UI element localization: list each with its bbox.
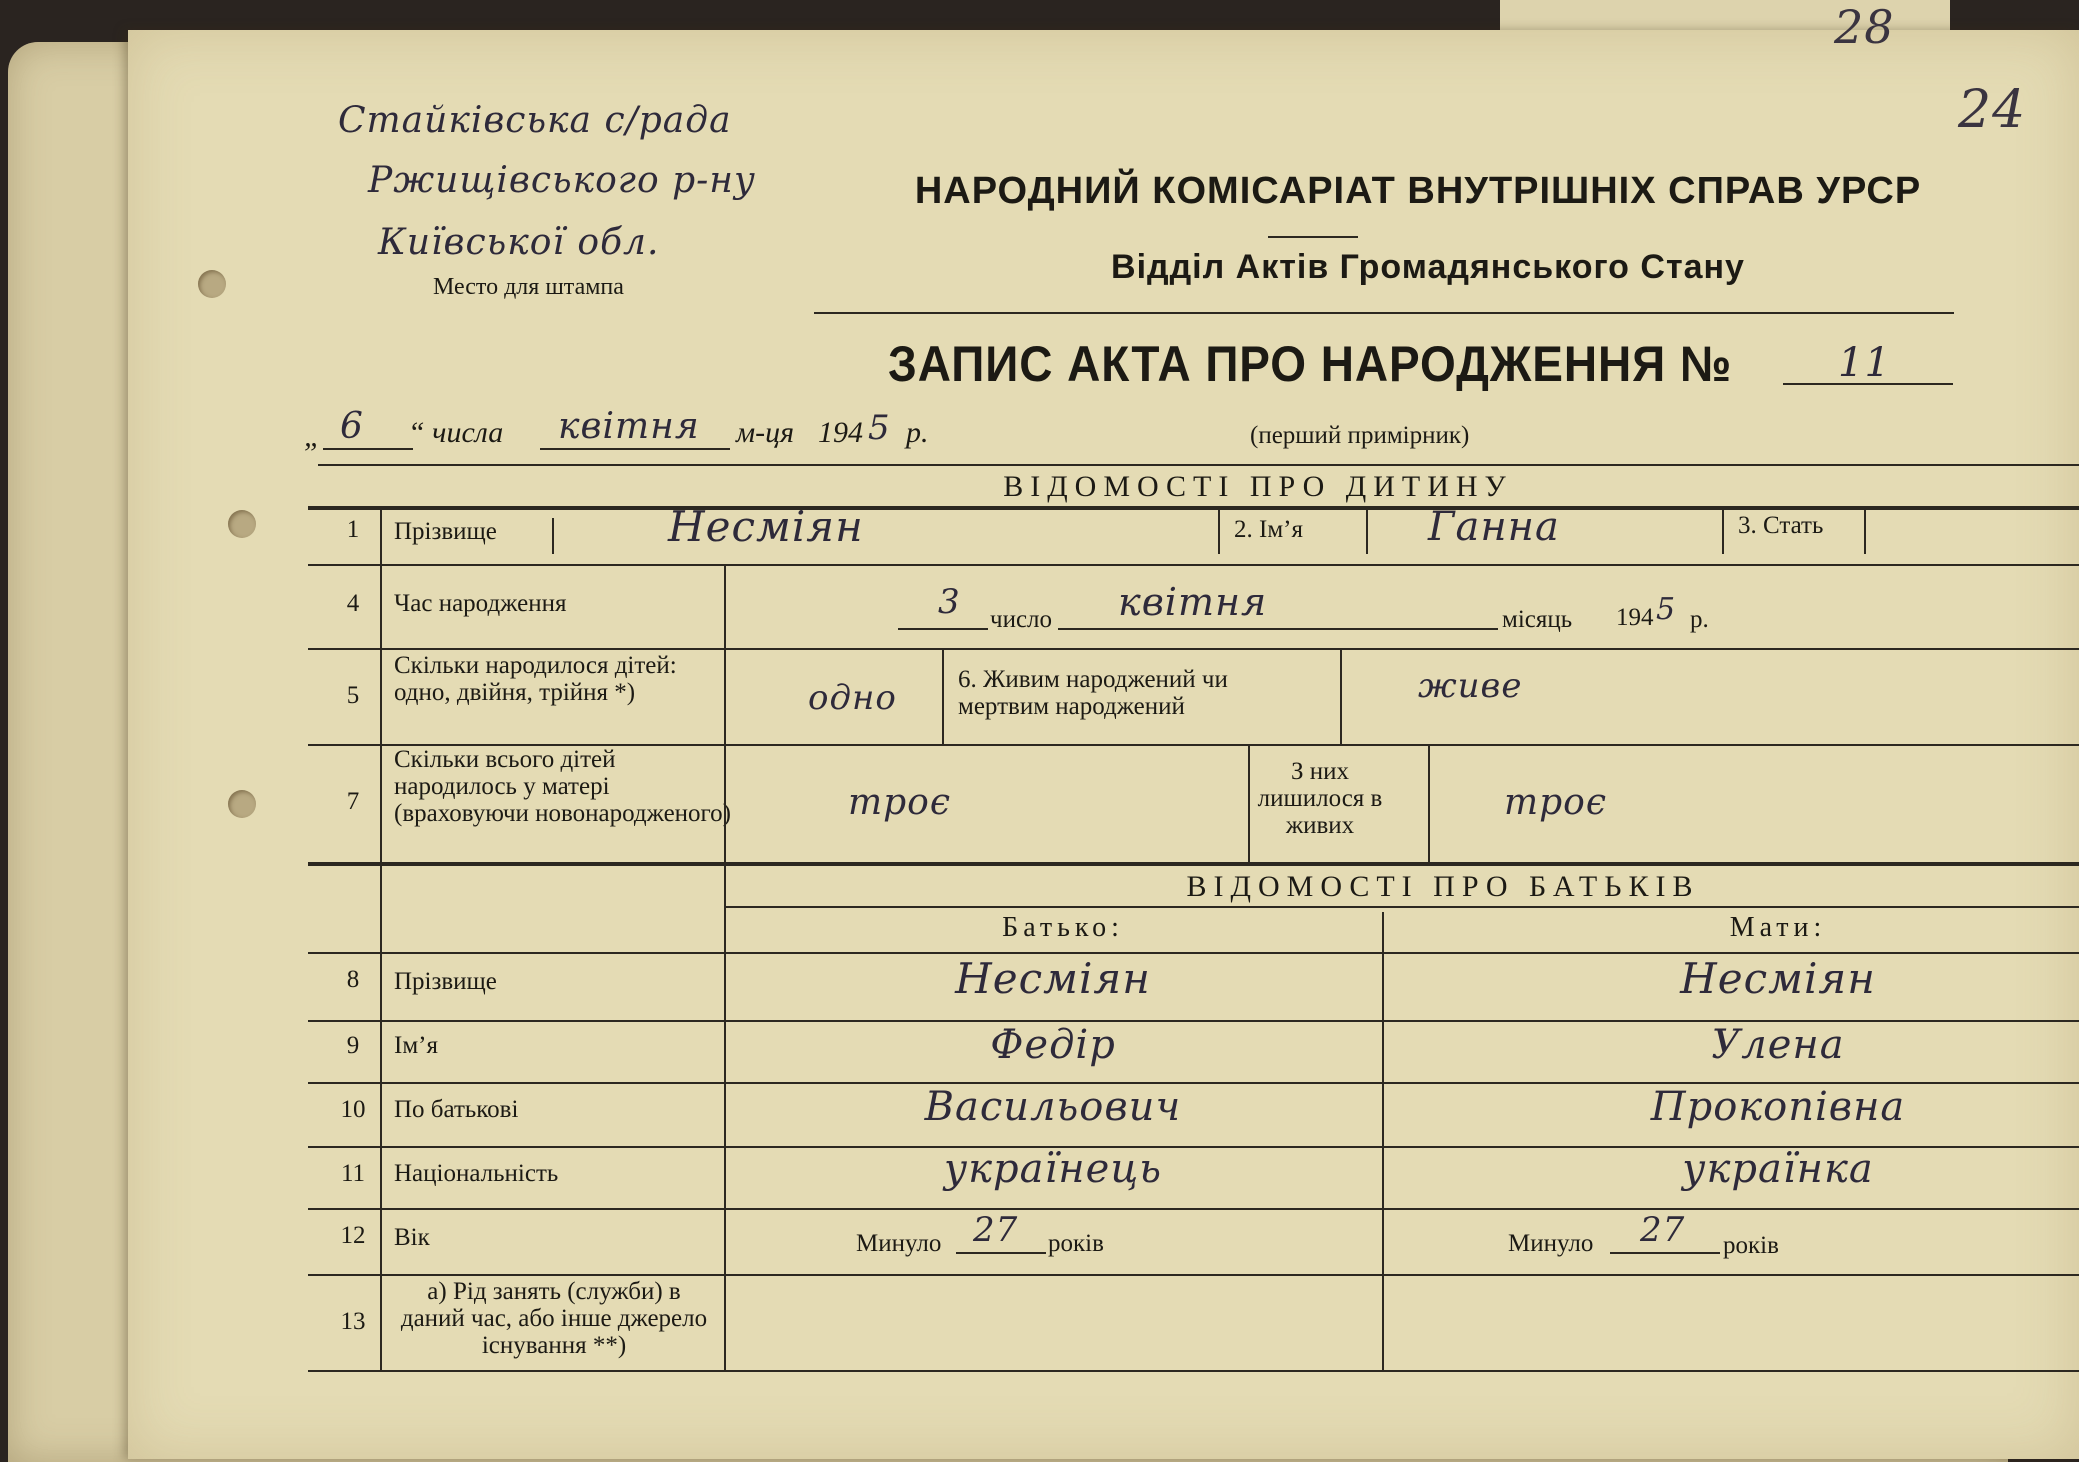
cell-divider bbox=[724, 648, 726, 744]
quote-open: „ bbox=[304, 420, 321, 453]
stamp-line-3: Київської обл. bbox=[378, 222, 660, 263]
cell-divider bbox=[1218, 510, 1220, 554]
birth-month-underline bbox=[1058, 628, 1498, 630]
stamp-caption: Место для штампа bbox=[433, 274, 624, 300]
day-underline bbox=[323, 448, 413, 450]
father-value: українець bbox=[943, 1146, 1163, 1192]
living-label: З них лишилося в живих bbox=[1257, 758, 1383, 839]
cell-divider bbox=[380, 862, 382, 954]
father-value: Федір bbox=[990, 1022, 1116, 1068]
row-label: Прізвище bbox=[394, 968, 497, 995]
year-label: р. bbox=[1690, 606, 1709, 633]
total-children-label: Скільки всього дітей народилось у матері (враховуючи новонародженого) bbox=[394, 746, 732, 827]
alive-label: 6. Живим народжений чи мертвим народжений bbox=[958, 666, 1228, 720]
row-number: 12 bbox=[340, 1222, 366, 1249]
age-suffix: років bbox=[1723, 1232, 1779, 1259]
rule bbox=[308, 1274, 2079, 1276]
record-number: 11 bbox=[1838, 340, 1891, 386]
cell-divider bbox=[724, 564, 726, 648]
rule bbox=[308, 1208, 2079, 1210]
cell-divider bbox=[942, 648, 944, 744]
father-heading: Батько: bbox=[1002, 912, 1124, 943]
children-count-label: Скільки народилося дітей: одно, двійня, трійня *) bbox=[394, 652, 677, 706]
age-suffix: років bbox=[1048, 1230, 1104, 1257]
total-children-value: троє bbox=[848, 782, 952, 823]
birth-day-underline bbox=[898, 628, 988, 630]
page-number-top: 28 bbox=[1834, 0, 1895, 54]
birth-day: 3 bbox=[938, 582, 961, 622]
page-number-right: 24 bbox=[1958, 80, 2027, 140]
rule bbox=[308, 564, 2079, 566]
label-month: м-ця bbox=[736, 416, 795, 449]
rule bbox=[308, 506, 2079, 510]
row-label: Вік bbox=[394, 1224, 430, 1251]
cell-divider bbox=[1864, 510, 1866, 554]
birth-year-prefix: 194 bbox=[1616, 604, 1654, 631]
mother-heading: Мати: bbox=[1729, 912, 1827, 943]
cell-divider bbox=[1382, 952, 1384, 1370]
record-day: 6 bbox=[340, 406, 364, 447]
rule bbox=[318, 464, 2079, 466]
name-label: 2. Ім’я bbox=[1234, 516, 1303, 543]
rule bbox=[308, 648, 2079, 650]
cell-divider bbox=[724, 862, 726, 954]
punch-hole bbox=[198, 270, 226, 298]
month-underline bbox=[540, 448, 730, 450]
record-month: квітня bbox=[558, 406, 700, 447]
stamp-line-1: Стайківська с/рада bbox=[338, 100, 732, 141]
record-title: ЗАПИС АКТА ПРО НАРОДЖЕННЯ № bbox=[888, 336, 1733, 392]
cell-divider bbox=[1366, 510, 1368, 554]
cell-divider bbox=[380, 744, 382, 862]
mother-age: 27 bbox=[1640, 1210, 1686, 1250]
record-year-prefix: 194 bbox=[818, 416, 863, 449]
living-value: троє bbox=[1504, 782, 1608, 823]
label-numbers: “ числа bbox=[408, 416, 504, 449]
cell-divider bbox=[724, 952, 726, 1370]
row-number: 10 bbox=[340, 1096, 366, 1123]
child-surname: Несміян bbox=[668, 502, 864, 551]
stamp-line-2: Ржищівського р-ну bbox=[368, 160, 756, 201]
rule bbox=[308, 862, 2079, 866]
punch-hole bbox=[228, 510, 256, 538]
document-sheet bbox=[128, 0, 2079, 1459]
occupation-label: а) Рід занять (служби) в даний час, або інше джерело існування **) bbox=[400, 1278, 708, 1359]
age-prefix: Минуло bbox=[856, 1230, 942, 1257]
mother-value: українка bbox=[1682, 1146, 1874, 1192]
child-section-heading: ВІДОМОСТІ ПРО ДИТИНУ bbox=[1003, 470, 1513, 503]
header-divider bbox=[1268, 236, 1358, 238]
father-value: Несміян bbox=[955, 954, 1151, 1003]
birth-month: квітня bbox=[1118, 580, 1268, 624]
rule bbox=[308, 1370, 2079, 1372]
record-number-underline bbox=[1783, 383, 1953, 385]
mother-age-underline bbox=[1610, 1252, 1720, 1254]
father-age-underline bbox=[956, 1252, 1046, 1254]
cell-divider bbox=[380, 648, 382, 744]
father-value: Васильович bbox=[924, 1084, 1182, 1130]
row-number: 11 bbox=[340, 1160, 366, 1187]
row-number: 1 bbox=[346, 516, 360, 543]
cell-divider bbox=[380, 564, 382, 648]
day-label: число bbox=[990, 606, 1053, 633]
cell-divider bbox=[380, 510, 382, 566]
birth-time-label: Час народження bbox=[394, 590, 567, 617]
mother-value: Прокопівна bbox=[1650, 1084, 1906, 1130]
surname-label: Прізвище bbox=[394, 518, 497, 545]
mother-value: Улена bbox=[1711, 1022, 1845, 1068]
row-label: Національність bbox=[394, 1160, 559, 1187]
header-rule bbox=[814, 312, 1954, 314]
cell-divider bbox=[1722, 510, 1724, 554]
row-label: По батькові bbox=[394, 1096, 519, 1123]
father-age: 27 bbox=[973, 1210, 1019, 1250]
row-number: 7 bbox=[346, 788, 360, 815]
record-year-suffix: 5 bbox=[868, 408, 891, 448]
row-number: 4 bbox=[346, 590, 360, 617]
birth-year-suffix: 5 bbox=[1656, 592, 1677, 627]
age-prefix: Минуло bbox=[1508, 1230, 1594, 1257]
row-number: 8 bbox=[346, 966, 360, 993]
sex-label: 3. Стать bbox=[1738, 512, 1824, 539]
header-title: НАРОДНИЙ КОМІСАРІАТ ВНУТРІШНІХ СПРАВ УРСР bbox=[914, 170, 1922, 212]
row-number: 5 bbox=[346, 682, 360, 709]
rule bbox=[724, 906, 2079, 908]
row-number: 9 bbox=[346, 1032, 360, 1059]
cell-divider bbox=[380, 952, 382, 1370]
mother-value: Несміян bbox=[1680, 954, 1876, 1003]
header-subtitle: Відділ Актів Громадянського Стану bbox=[1111, 248, 1745, 286]
month-label: місяць bbox=[1502, 606, 1573, 633]
row-label: Ім’я bbox=[394, 1032, 438, 1059]
label-year: р. bbox=[906, 416, 929, 449]
cell-divider bbox=[1340, 648, 1342, 744]
copy-note: (перший примірник) bbox=[1250, 422, 1470, 449]
cell-divider bbox=[724, 744, 726, 862]
parents-section-heading: ВІДОМОСТІ ПРО БАТЬКІВ bbox=[1186, 870, 1700, 903]
cell-divider bbox=[1428, 744, 1430, 862]
punch-hole bbox=[228, 790, 256, 818]
alive-value: живе bbox=[1418, 666, 1523, 706]
children-count-value: одно bbox=[808, 678, 897, 718]
row-number: 13 bbox=[340, 1308, 366, 1335]
cell-divider bbox=[1382, 912, 1384, 952]
child-name: Ганна bbox=[1428, 504, 1560, 550]
cell-divider bbox=[552, 518, 554, 554]
